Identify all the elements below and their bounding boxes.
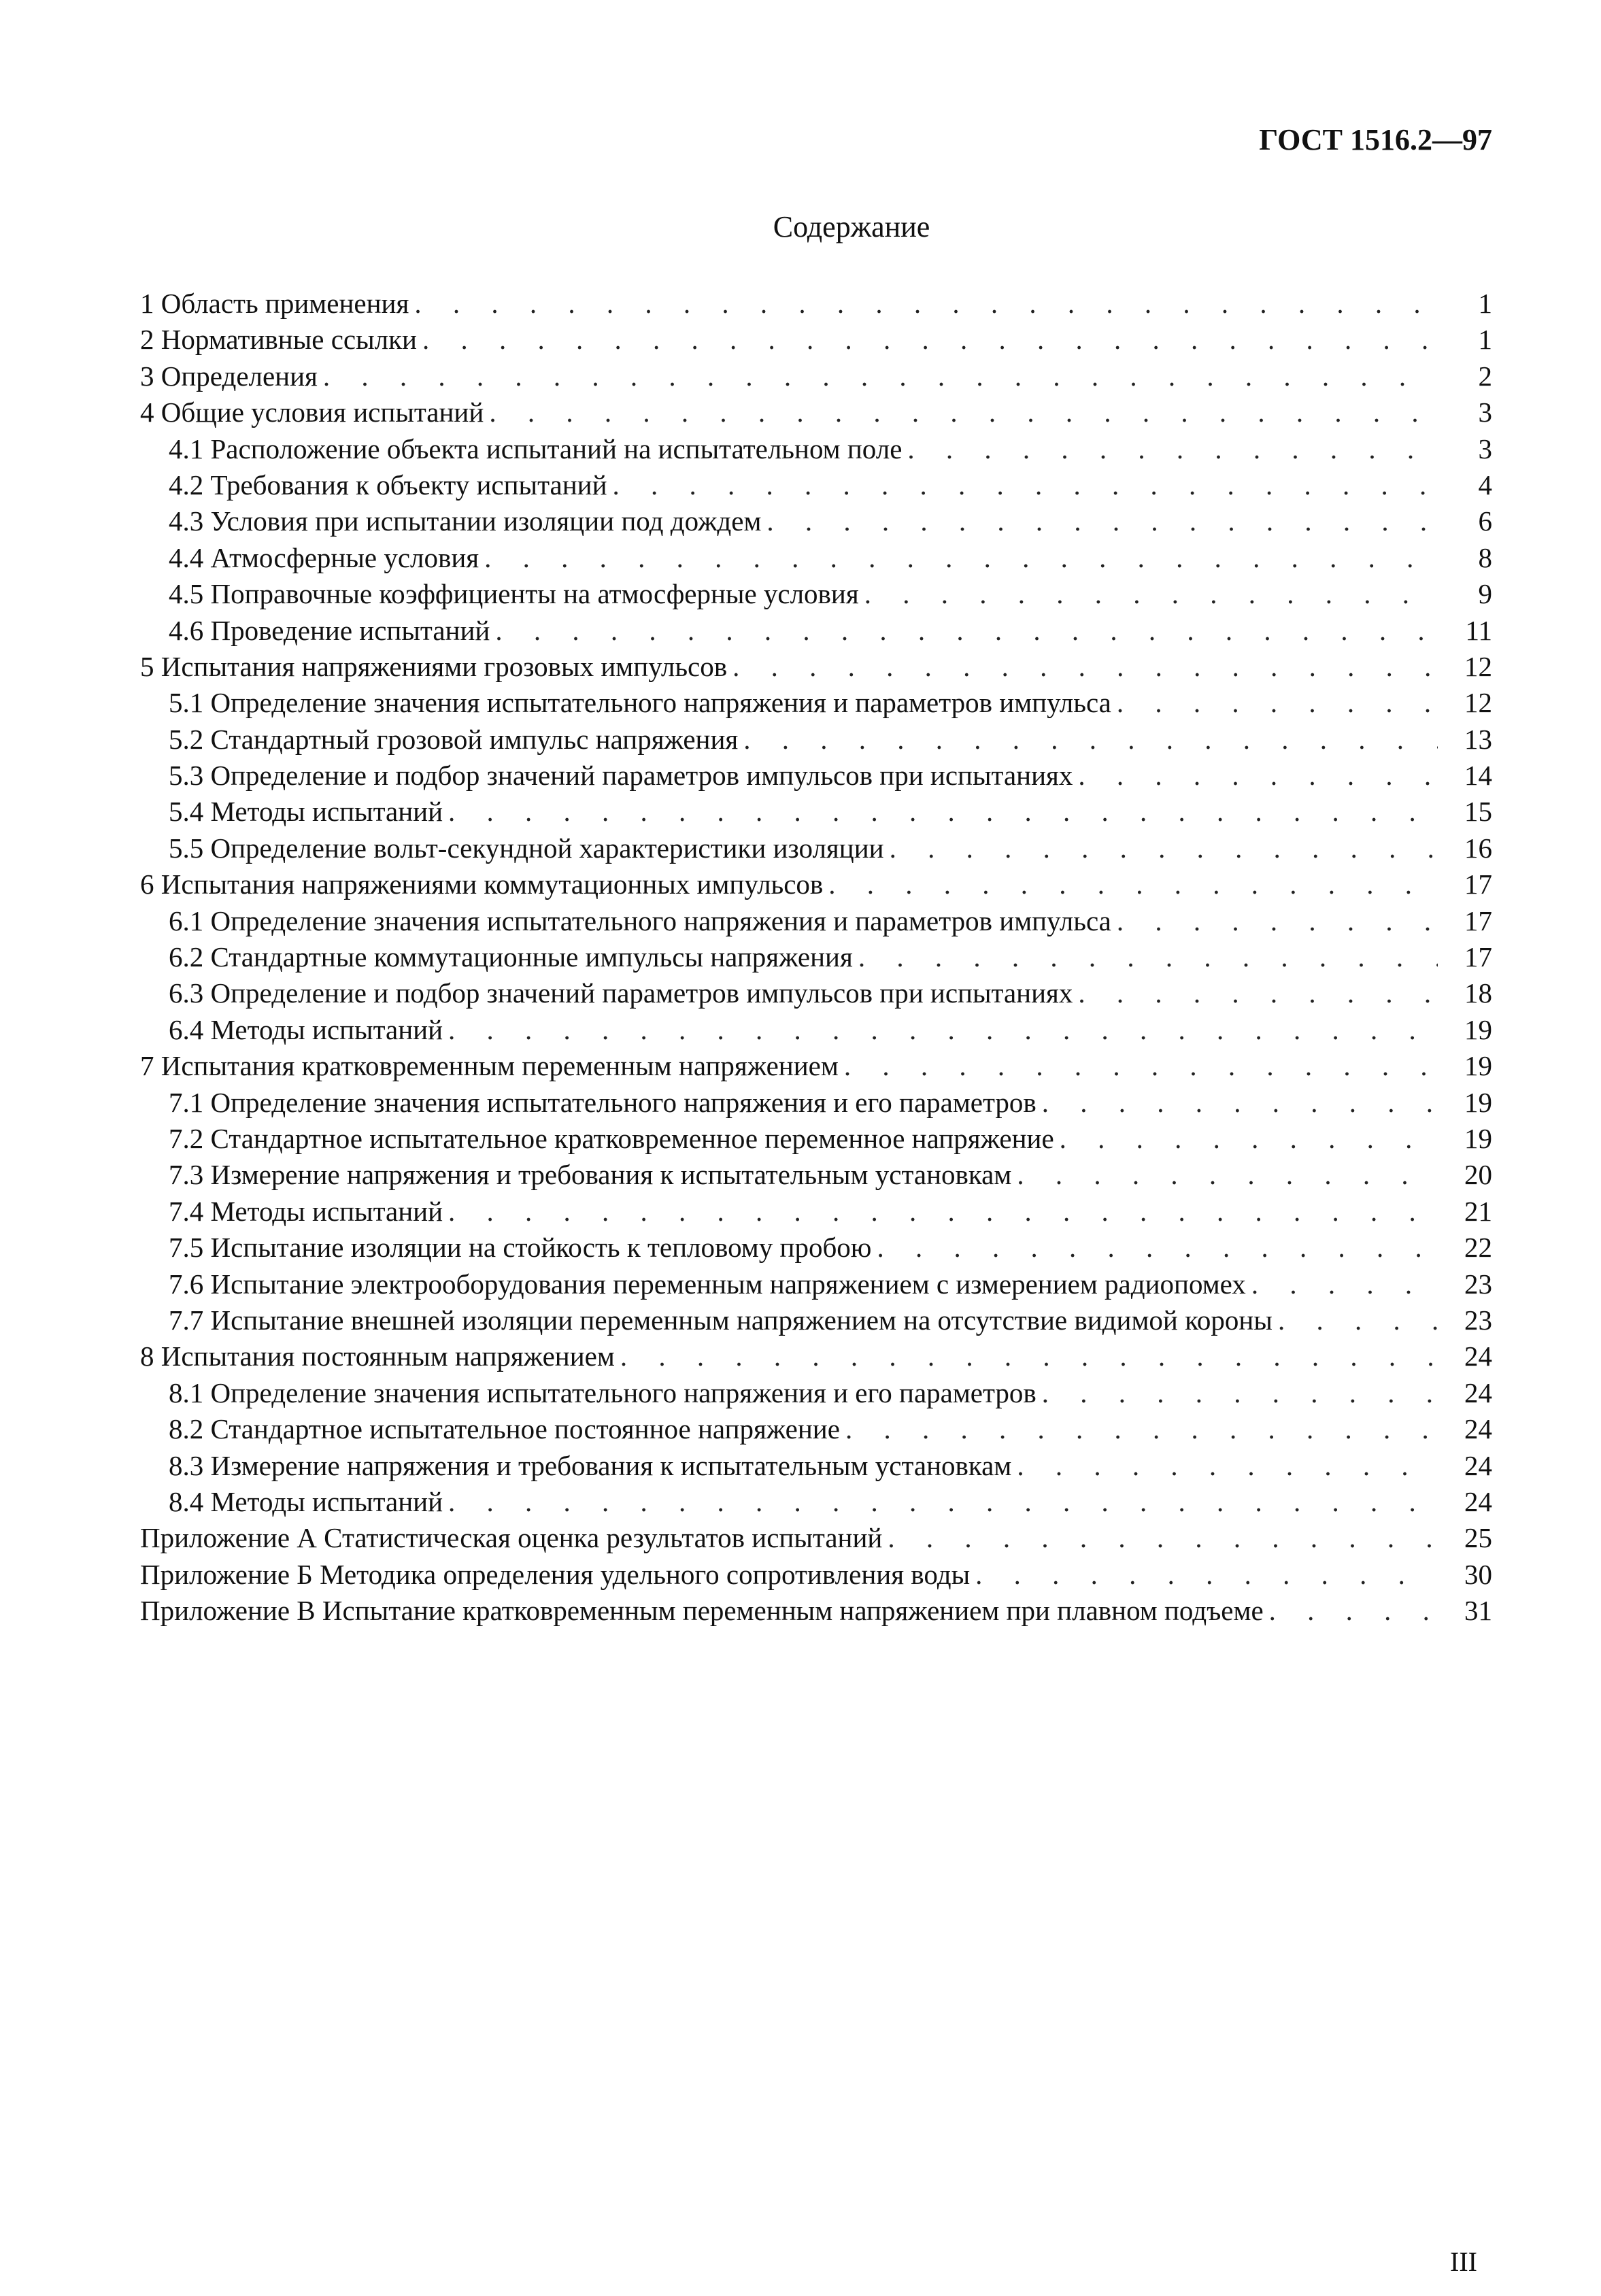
toc-entry [140, 649, 1492, 685]
toc-entry-page: 17 [1438, 939, 1492, 975]
toc-dot-leader [766, 503, 1438, 539]
toc-entry-title: 7.2 Стандартное испытательное кратковременное переменное напряжение [169, 1121, 1060, 1157]
toc-entry-title: 4.2 Требования к объекту испытаний [169, 467, 613, 503]
toc-dot-leader [877, 1230, 1438, 1266]
toc-entry-page: 24 [1438, 1448, 1492, 1484]
toc-dot-leader [1278, 1302, 1438, 1338]
toc-entry [140, 1266, 1492, 1302]
toc-entry-page: 31 [1438, 1593, 1492, 1629]
toc-entry-title: Приложение А Статистическая оценка результатов испытаний [140, 1520, 888, 1556]
toc-entry-page: 2 [1438, 358, 1492, 394]
toc-entry-page: 9 [1438, 576, 1492, 612]
toc-entry [140, 1338, 1492, 1374]
toc-dot-leader [448, 1194, 1438, 1230]
toc-dot-leader [1042, 1085, 1438, 1121]
toc-entry-title: 5.5 Определение вольт-секундной характеристики изоляции [169, 830, 890, 866]
toc-entry [140, 1448, 1492, 1484]
toc-entry [140, 576, 1492, 612]
toc-entry-page: 24 [1438, 1411, 1492, 1447]
toc-dot-leader [888, 1520, 1438, 1556]
toc-entry [140, 903, 1492, 939]
toc-entry-title: 5 Испытания напряжениями грозовых импульсов [140, 649, 732, 685]
toc-dot-leader [864, 576, 1438, 612]
toc-dot-leader [495, 613, 1438, 649]
toc-dot-leader [743, 722, 1438, 758]
toc-entry-page: 19 [1438, 1048, 1492, 1084]
toc-dot-leader [732, 649, 1438, 685]
toc-entry [140, 794, 1492, 830]
toc-entry [140, 722, 1492, 758]
toc-dot-leader [448, 1484, 1438, 1520]
toc-dot-leader [1117, 685, 1438, 721]
toc-entry-title: 5.1 Определение значения испытательного напряжения и параметров импульса [169, 685, 1117, 721]
toc-entry-title: 1 Область применения [140, 286, 414, 322]
toc-entry [140, 1557, 1492, 1593]
toc-entry-page: 25 [1438, 1520, 1492, 1556]
toc-dot-leader [1017, 1157, 1438, 1193]
toc-entry-page: 13 [1438, 722, 1492, 758]
toc-entry-page: 19 [1438, 1085, 1492, 1121]
toc-dot-leader [414, 286, 1438, 322]
toc-dot-leader [1269, 1593, 1438, 1629]
page-number: III [1450, 2246, 1477, 2277]
toc-dot-leader [1060, 1121, 1438, 1157]
toc-entry-title: Приложение Б Методика определения удельного сопротивления воды [140, 1557, 975, 1593]
toc-dot-leader [858, 939, 1438, 975]
toc-dot-leader [1017, 1448, 1438, 1484]
toc-entry-title: 4.4 Атмосферные условия [169, 540, 484, 576]
toc-dot-leader [845, 1411, 1438, 1447]
toc-title: Содержание [773, 210, 930, 243]
toc-entry-page: 20 [1438, 1157, 1492, 1193]
toc-entry-page: 3 [1438, 394, 1492, 430]
toc-entry-page: 24 [1438, 1338, 1492, 1374]
toc-entry-page: 24 [1438, 1375, 1492, 1411]
toc-entry-page: 18 [1438, 975, 1492, 1011]
toc-entry-title: 7.3 Измерение напряжения и требования к испытательным установкам [169, 1157, 1017, 1193]
toc-dot-leader [890, 830, 1438, 866]
toc-entry-page: 3 [1438, 431, 1492, 467]
toc-entry [140, 1484, 1492, 1520]
toc-entry-title: 5.3 Определение и подбор значений параметров импульсов при испытаниях [169, 758, 1078, 794]
toc-dot-leader [448, 1012, 1438, 1048]
toc-entry-title: 8 Испытания постоянным напряжением [140, 1338, 620, 1374]
toc-entry-title: 5.4 Методы испытаний [169, 794, 448, 830]
toc-entry [140, 613, 1492, 649]
toc-entry-title: 6.3 Определение и подбор значений параметров импульсов при испытаниях [169, 975, 1078, 1011]
toc-entry-page: 30 [1438, 1557, 1492, 1593]
toc-entry [140, 431, 1492, 467]
toc-entry-title: 6.1 Определение значения испытательного напряжения и параметров импульса [169, 903, 1117, 939]
toc-entry [140, 866, 1492, 902]
toc-entry-title: 7.4 Методы испытаний [169, 1194, 448, 1230]
toc-entry-page: 8 [1438, 540, 1492, 576]
toc-entry-title: 8.1 Определение значения испытательного напряжения и его параметров [169, 1375, 1042, 1411]
toc-entry-title: 8.3 Измерение напряжения и требования к испытательным установкам [169, 1448, 1017, 1484]
toc-entry [140, 1121, 1492, 1157]
toc-dot-leader [484, 540, 1438, 576]
toc-dot-leader [828, 866, 1438, 902]
toc-entry-title: 6.4 Методы испытаний [169, 1012, 448, 1048]
toc-entry-page: 12 [1438, 649, 1492, 685]
toc-entry-title: 7 Испытания кратковременным переменным напряжением [140, 1048, 844, 1084]
toc-entry-title: 4 Общие условия испытаний [140, 394, 489, 430]
toc-entry-title: 4.5 Поправочные коэффициенты на атмосферные условия [169, 576, 864, 612]
toc-dot-leader [907, 431, 1438, 467]
toc-entry-page: 1 [1438, 286, 1492, 322]
toc-entry [140, 939, 1492, 975]
toc-entry-title: 5.2 Стандартный грозовой импульс напряжения [169, 722, 743, 758]
toc-dot-leader [620, 1338, 1438, 1374]
toc-entry-title: 8.2 Стандартное испытательное постоянное напряжение [169, 1411, 845, 1447]
toc-entry [140, 975, 1492, 1011]
toc-entry [140, 1157, 1492, 1193]
toc-entry-title: Приложение В Испытание кратковременным переменным напряжением при плавном подъеме [140, 1593, 1269, 1629]
toc-dot-leader [422, 322, 1438, 358]
toc-entry-title: 4.6 Проведение испытаний [169, 613, 495, 649]
toc-entry-page: 23 [1438, 1266, 1492, 1302]
toc-entry [140, 286, 1492, 322]
toc-entry-page: 19 [1438, 1012, 1492, 1048]
toc-entry-title: 4.3 Условия при испытании изоляции под дождем [169, 503, 766, 539]
toc-entry [140, 1230, 1492, 1266]
toc-entry [140, 540, 1492, 576]
toc-entry [140, 394, 1492, 430]
document-code: ГОСТ 1516.2—97 [1259, 123, 1492, 156]
toc-entry [140, 1520, 1492, 1556]
toc-entry-title: 7.7 Испытание внешней изоляции переменным напряжением на отсутствие видимой короны [169, 1302, 1278, 1338]
toc-entry [140, 467, 1492, 503]
toc-dot-leader [1117, 903, 1438, 939]
toc-dot-leader [1042, 1375, 1438, 1411]
toc-entry [140, 1593, 1492, 1629]
toc-entry-title: 8.4 Методы испытаний [169, 1484, 448, 1520]
toc-entry [140, 1085, 1492, 1121]
toc-dot-leader [1078, 975, 1438, 1011]
toc-entry-title: 6.2 Стандартные коммутационные импульсы напряжения [169, 939, 858, 975]
toc-entry [140, 1302, 1492, 1338]
toc-entry [140, 503, 1492, 539]
table-of-contents [140, 286, 1492, 1629]
toc-entry-title: 3 Определения [140, 358, 323, 394]
toc-entry-page: 1 [1438, 322, 1492, 358]
toc-entry-title: 2 Нормативные ссылки [140, 322, 422, 358]
toc-dot-leader [1078, 758, 1438, 794]
toc-entry [140, 758, 1492, 794]
toc-dot-leader [613, 467, 1438, 503]
toc-entry-page: 23 [1438, 1302, 1492, 1338]
toc-entry-page: 22 [1438, 1230, 1492, 1266]
toc-entry-title: 7.1 Определение значения испытательного напряжения и его параметров [169, 1085, 1042, 1121]
toc-entry-page: 21 [1438, 1194, 1492, 1230]
toc-entry-page: 16 [1438, 830, 1492, 866]
toc-entry [140, 322, 1492, 358]
toc-entry-title: 7.6 Испытание электрооборудования переменным напряжением с измерением радиопомех [169, 1266, 1251, 1302]
toc-dot-leader [448, 794, 1438, 830]
toc-entry-page: 6 [1438, 503, 1492, 539]
toc-entry [140, 358, 1492, 394]
toc-dot-leader [323, 358, 1438, 394]
toc-entry-page: 17 [1438, 866, 1492, 902]
toc-entry-page: 4 [1438, 467, 1492, 503]
toc-entry-title: 6 Испытания напряжениями коммутационных импульсов [140, 866, 828, 902]
toc-entry-page: 24 [1438, 1484, 1492, 1520]
toc-dot-leader [489, 394, 1438, 430]
toc-entry [140, 1048, 1492, 1084]
toc-entry-page: 19 [1438, 1121, 1492, 1157]
toc-entry-title: 7.5 Испытание изоляции на стойкость к тепловому пробою [169, 1230, 877, 1266]
toc-entry [140, 1375, 1492, 1411]
toc-dot-leader [1251, 1266, 1438, 1302]
toc-entry-page: 12 [1438, 685, 1492, 721]
toc-entry-page: 14 [1438, 758, 1492, 794]
toc-entry-page: 15 [1438, 794, 1492, 830]
toc-entry-title: 4.1 Расположение объекта испытаний на испытательном поле [169, 431, 907, 467]
toc-entry [140, 1012, 1492, 1048]
toc-entry [140, 1411, 1492, 1447]
toc-dot-leader [844, 1048, 1438, 1084]
toc-entry [140, 1194, 1492, 1230]
toc-entry-page: 11 [1438, 613, 1492, 649]
toc-entry-page: 17 [1438, 903, 1492, 939]
toc-dot-leader [975, 1557, 1438, 1593]
toc-entry [140, 685, 1492, 721]
toc-entry [140, 830, 1492, 866]
